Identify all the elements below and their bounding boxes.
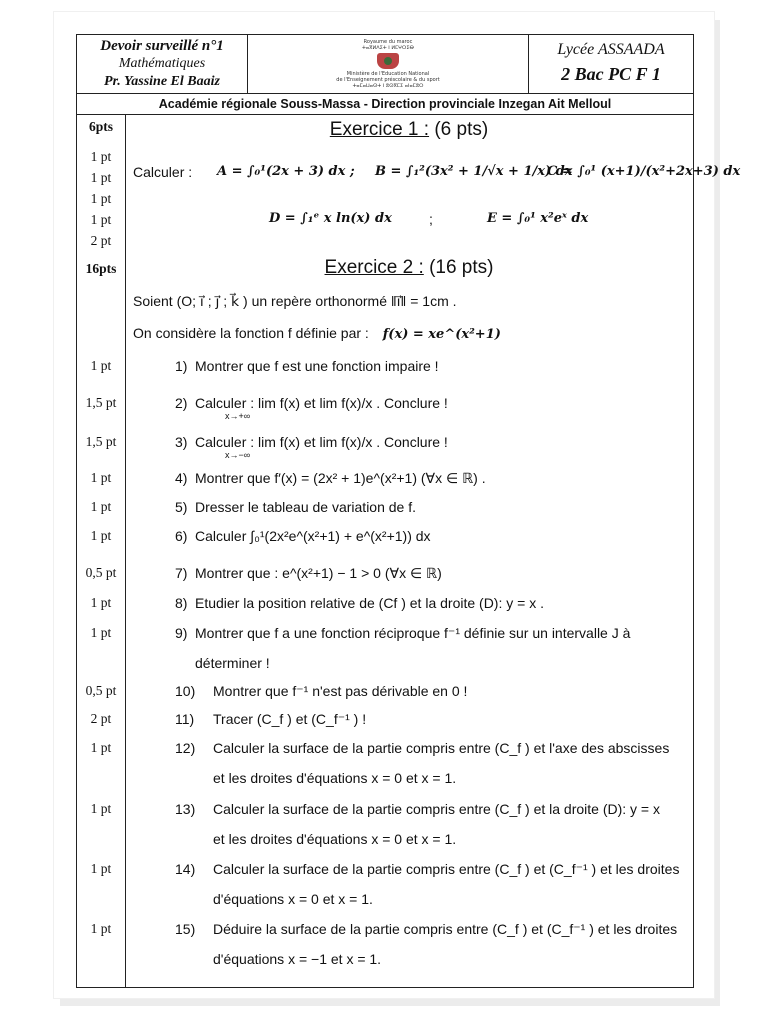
question-5-number: 5) (175, 499, 188, 515)
question-10-number: 10) (175, 683, 196, 699)
subject: Mathématiques (118, 56, 206, 71)
ex1-pt-e: 2 pt (90, 233, 112, 248)
question-6-points: 1 pt (90, 528, 112, 543)
question-2-points: 1,5 pt (85, 395, 117, 410)
ex2-intro-2-text: On considère la fonction f définie par : (133, 325, 369, 341)
question-13-number: 13) (175, 801, 196, 817)
question-11-points: 2 pt (90, 711, 112, 726)
emblem-line-5: ⵜⴰⵎⴰⵡⴰⵙⵜ ⵏ ⵓⵙⴳⵎⵉ ⴰⵏⴰⵎⵓⵔ (352, 83, 424, 89)
question-14-number: 14) (175, 861, 196, 877)
ex1-title (125, 119, 693, 141)
emblem-line-4: de l'Enseignement préscolaire & du sport (336, 77, 440, 83)
question-1-number: 1) (175, 358, 188, 374)
emblem-line-3: Ministère de l'Education National (346, 71, 430, 77)
question-2-number: 2) (175, 395, 188, 411)
question-6-number: 6) (175, 528, 188, 544)
question-3-number: 3) (175, 434, 188, 450)
ex2-intro-2 (133, 325, 501, 342)
question-14-text-line2: d'équations x = 0 et x = 1. (213, 891, 373, 907)
question-12-text-line2: et les droites d'équations x = 0 et x = 1. (213, 770, 457, 786)
question-7-text: Montrer que : e^(x²+1) − 1 > 0 (∀x ∈ ℝ) (195, 565, 442, 581)
ex2-intro-1: Soient (O; i⃗ ; j⃗ ; k⃗ ) un repère orthonormé ‖i⃗‖ = 1cm . (133, 293, 457, 309)
question-2-text: Calculer : lim f(x) et lim f(x)/x . Conclure ! (195, 395, 448, 411)
ex1-sep: ; (429, 211, 433, 227)
header-right (529, 35, 693, 93)
question-5-text: Dresser le tableau de variation de f. (195, 499, 417, 515)
question-13-points: 1 pt (90, 801, 112, 816)
question-15-number: 15) (175, 921, 196, 937)
ex1-integral-d: D = ∫₁ᵉ x ln(x) dx (269, 211, 392, 226)
ex1-integral-b: B = ∫₁²(3x² + 1/√x + 1/x) dx (375, 164, 573, 179)
ex1-pt-c: 1 pt (90, 191, 112, 206)
ex1-pt-a: 1 pt (90, 149, 112, 164)
school-name: Lycée ASSAADA (557, 41, 665, 58)
question-10-points: 0,5 pt (85, 683, 117, 698)
ex2-function-def: f(x) = xe^(x²+1) (382, 327, 501, 342)
question-3-points: 1,5 pt (85, 434, 117, 449)
ex2-title-pts: (16 pts) (429, 257, 494, 278)
question-4-text: Montrer que f′(x) = (2x² + 1)e^(x²+1) (∀x ∈ ℝ) . (195, 470, 486, 486)
question-12-points: 1 pt (90, 740, 112, 755)
academy-line: Académie régionale Souss-Massa - Direction provinciale Inzegan Ait Melloul (77, 94, 693, 115)
question-4-points: 1 pt (90, 470, 112, 485)
ex1-integral-a: A = ∫₀¹(2x + 3) dx ; (217, 164, 355, 179)
ex2-title (125, 257, 693, 279)
exam-frame (76, 34, 741, 988)
teacher-name: Pr. Yassine El Baaiz (104, 74, 220, 89)
ex1-points: 6pts (88, 119, 113, 134)
question-14-text: Calculer la surface de la partie compris entre (C_f ) et (C_f⁻¹ ) et les droites (213, 861, 680, 877)
exam-title: Devoir surveillé n°1 (100, 38, 224, 54)
question-5-points: 1 pt (90, 499, 112, 514)
question-6-text: Calculer ∫₀¹(2x²e^(x²+1) + e^(x²+1)) dx (195, 528, 431, 544)
question-2-limit-subscript: x→+∞ (225, 411, 251, 421)
question-8-number: 8) (175, 595, 188, 611)
emblem-line-2: ⵜⴰⴳⵍⴷⵉⵜ ⵏ ⵍⵎⵖⵔⵉⴱ (362, 45, 414, 51)
ex2-title-label: Exercice 2 : (324, 257, 424, 278)
class-name: 2 Bac PC F 1 (561, 64, 661, 84)
ex1-title-pts: (6 pts) (434, 119, 489, 140)
question-3-text: Calculer : lim f(x) et lim f(x)/x . Conclure ! (195, 434, 448, 450)
ex2-points: 16pts (85, 261, 117, 276)
question-3-limit-subscript: x→−∞ (225, 450, 251, 460)
ministry-emblem (323, 39, 453, 89)
question-7-points: 0,5 pt (85, 565, 117, 580)
exam-header (77, 35, 693, 94)
question-15-text-line2: d'équations x = −1 et x = 1. (213, 951, 382, 967)
ex1-calc-label: Calculer : (133, 164, 193, 180)
ex1-pt-b: 1 pt (90, 170, 112, 185)
question-4-number: 4) (175, 470, 188, 486)
question-15-points: 1 pt (90, 921, 112, 936)
question-13-text: Calculer la surface de la partie compris entre (C_f ) et la droite (D): y = x (213, 801, 661, 817)
points-column-divider (125, 115, 126, 987)
ex1-integral-e: E = ∫₀¹ x²eˣ dx (487, 211, 589, 226)
header-left (77, 35, 248, 93)
question-8-points: 1 pt (90, 595, 112, 610)
question-9-text-line2: déterminer ! (195, 655, 270, 671)
exam-page (54, 12, 741, 998)
emblem-line-1: Royaume du maroc (363, 39, 413, 45)
question-7-number: 7) (175, 565, 188, 581)
question-13-text-line2: et les droites d'équations x = 0 et x = 1. (213, 831, 457, 847)
question-11-text: Tracer (C_f ) et (C_f⁻¹ ) ! (213, 711, 367, 727)
question-9-points: 1 pt (90, 625, 112, 640)
question-10-text: Montrer que f⁻¹ n'est pas dérivable en 0 ! (213, 683, 468, 699)
question-9-number: 9) (175, 625, 188, 641)
coat-of-arms-icon (377, 53, 399, 69)
question-12-text: Calculer la surface de la partie compris entre (C_f ) et l'axe des abscisses (213, 740, 670, 756)
question-12-number: 12) (175, 740, 196, 756)
question-9-text: Montrer que f a une fonction réciproque f⁻¹ définie sur un intervalle J à (195, 625, 631, 641)
ex1-integral-c: C = ∫₀¹ (x+1)/(x²+2x+3) dx (547, 164, 741, 179)
question-1-points: 1 pt (90, 358, 112, 373)
ex1-pt-d: 1 pt (90, 212, 112, 227)
question-14-points: 1 pt (90, 861, 112, 876)
question-11-number: 11) (175, 711, 195, 727)
question-15-text: Déduire la surface de la partie compris entre (C_f ) et (C_f⁻¹ ) et les droites (213, 921, 678, 937)
ex1-title-label: Exercice 1 : (329, 119, 430, 140)
question-1-text: Montrer que f est une fonction impaire ! (195, 358, 439, 374)
header-emblem (248, 35, 529, 93)
question-8-text: Etudier la position relative de (Cf ) et la droite (D): y = x . (195, 595, 544, 611)
